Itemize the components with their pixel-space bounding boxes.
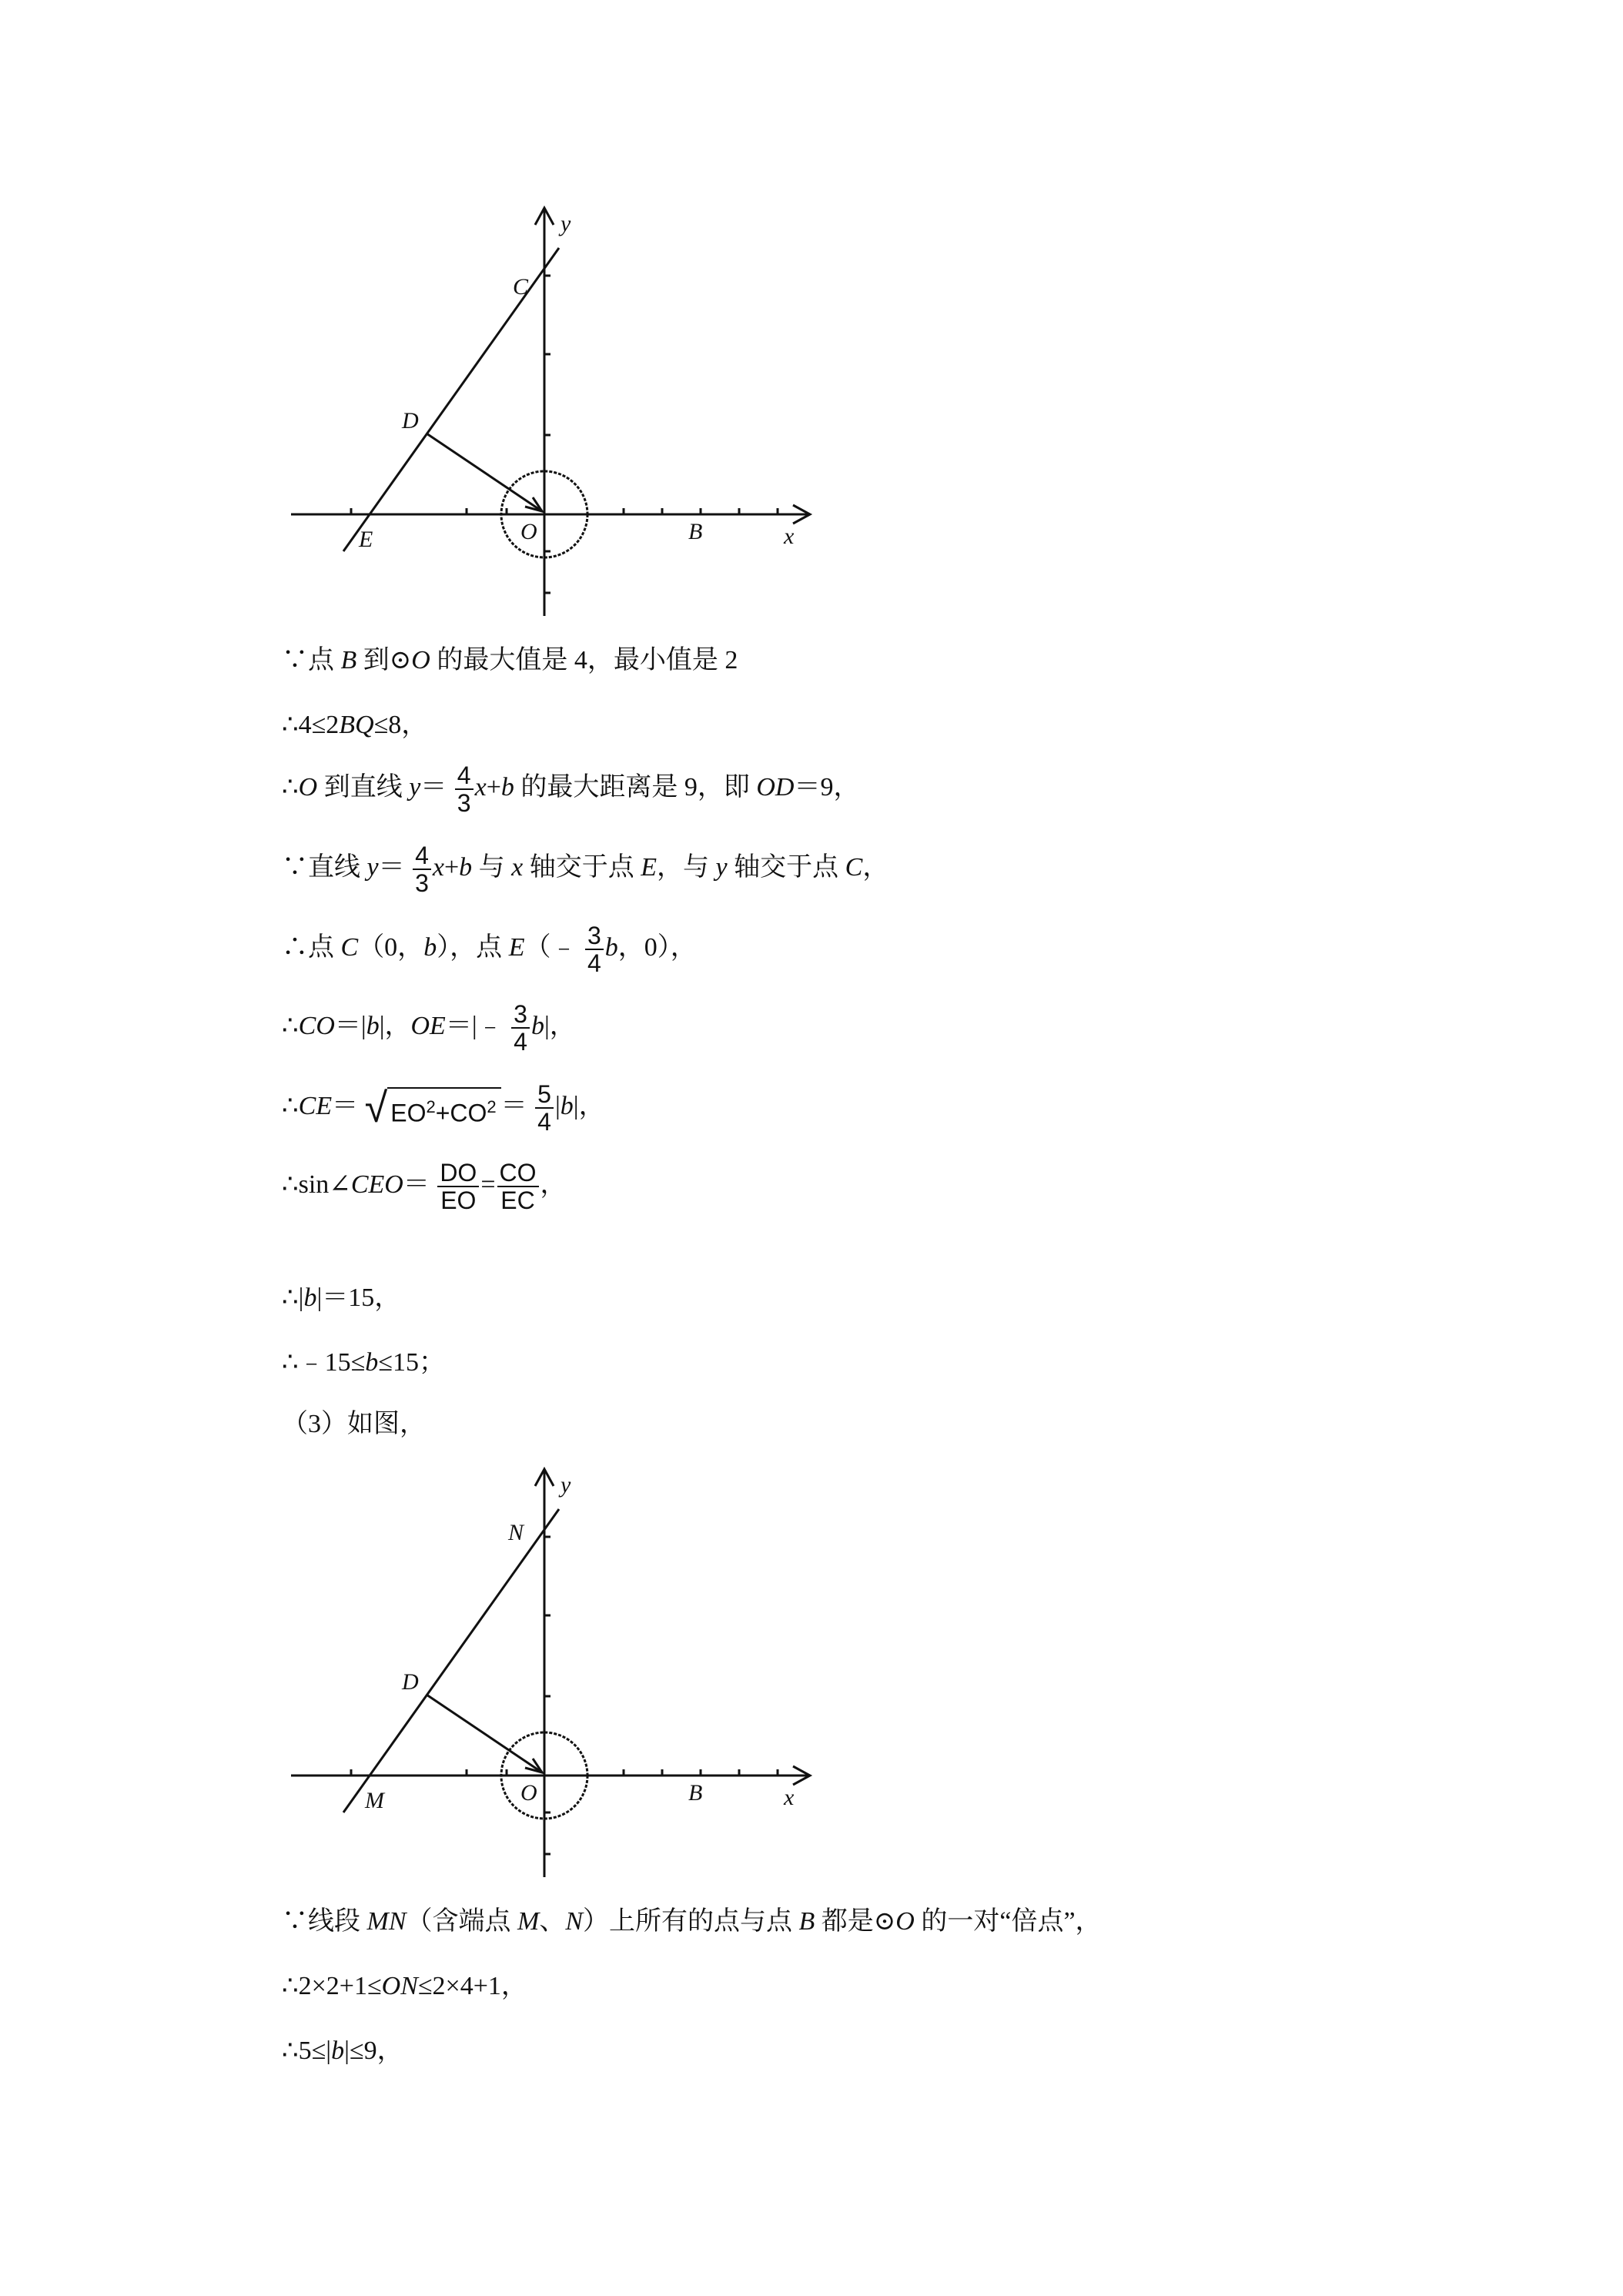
square-root: √ $EO^2+CO^2$ bbox=[365, 1087, 501, 1129]
fraction-co-ec: $\frac{CO}{EC}$ bbox=[497, 1160, 539, 1213]
text-line-6: ∴CO＝|b|，OE＝|﹣ $\frac{3}{4}$ b|， bbox=[282, 1000, 576, 1056]
text-line-14: ∴5≤|b|≤9， bbox=[282, 2037, 403, 2065]
figure-2-svg bbox=[285, 1461, 824, 1885]
text-line-12: ∵线段 MN（含端点 M、N）上所有的点与点 B 都是⊙O 的一对“倍点”， bbox=[282, 1907, 1102, 1936]
label-c: C bbox=[513, 274, 529, 300]
figure-1-svg bbox=[285, 200, 824, 624]
text-line-4: ∵直线 y＝ $\frac{4}{3}$ x+b 与 x 轴交于点 E，与 y 轴交于点 C， bbox=[282, 842, 889, 897]
label-b: B bbox=[688, 1780, 703, 1806]
label-n: N bbox=[508, 1520, 524, 1545]
label-b: B bbox=[688, 519, 703, 544]
label-y: y bbox=[561, 1472, 571, 1498]
label-e: E bbox=[359, 527, 373, 552]
text-line-1: ∵点 B 到⊙O 的最大值是 4，最小值是 2 bbox=[282, 646, 738, 674]
text-line-2: ∴4≤2BQ≤8， bbox=[282, 711, 428, 739]
text-line-13: ∴2×2+1≤ON≤2×4+1， bbox=[282, 1972, 527, 2000]
text-line-3: ∴O 到直线 y＝ $\frac{4}{3}$ x+b 的最大距离是 9，即 OD＝9， bbox=[282, 761, 860, 817]
label-x: x bbox=[784, 1785, 795, 1810]
coordinate-figure-2 bbox=[285, 1461, 824, 1885]
label-m: M bbox=[365, 1788, 384, 1813]
fraction-do-eo: $\frac{DO}{EO}$ bbox=[437, 1160, 479, 1213]
label-d: D bbox=[402, 408, 419, 433]
text-line-10: ∴﹣15≤b≤15； bbox=[282, 1348, 445, 1377]
label-o: O bbox=[520, 1780, 537, 1806]
label-x: x bbox=[784, 524, 795, 549]
text-line-8: ∴sin∠CEO＝ $\frac{DO}{EO}$ = $\frac{CO}{EC}$ ， bbox=[282, 1159, 567, 1214]
text-line-5: ∴点 C（0，b），点 E（﹣ $\frac{3}{4}$ b，0）， bbox=[282, 922, 697, 977]
label-y: y bbox=[561, 211, 571, 236]
text-line-11: （3）如图， bbox=[282, 1410, 426, 1438]
text-line-7: ∴CE＝ √ $EO^2+CO^2$ ＝ $\frac{5}{4}$ |b|， bbox=[282, 1080, 605, 1136]
label-d: D bbox=[402, 1669, 419, 1695]
fraction-4-3: $\frac{4}{3}$ bbox=[413, 842, 431, 896]
label-o: O bbox=[520, 519, 537, 544]
fraction-5-4: $\frac{5}{4}$ bbox=[535, 1081, 554, 1135]
text-line-9: ∴|b|＝15， bbox=[282, 1284, 401, 1312]
fraction-3-4: $\frac{3}{4}$ bbox=[585, 922, 604, 976]
coordinate-figure-1 bbox=[285, 200, 824, 624]
fraction-3-4: $\frac{3}{4}$ bbox=[511, 1001, 530, 1055]
fraction-4-3: $\frac{4}{3}$ bbox=[455, 762, 474, 816]
